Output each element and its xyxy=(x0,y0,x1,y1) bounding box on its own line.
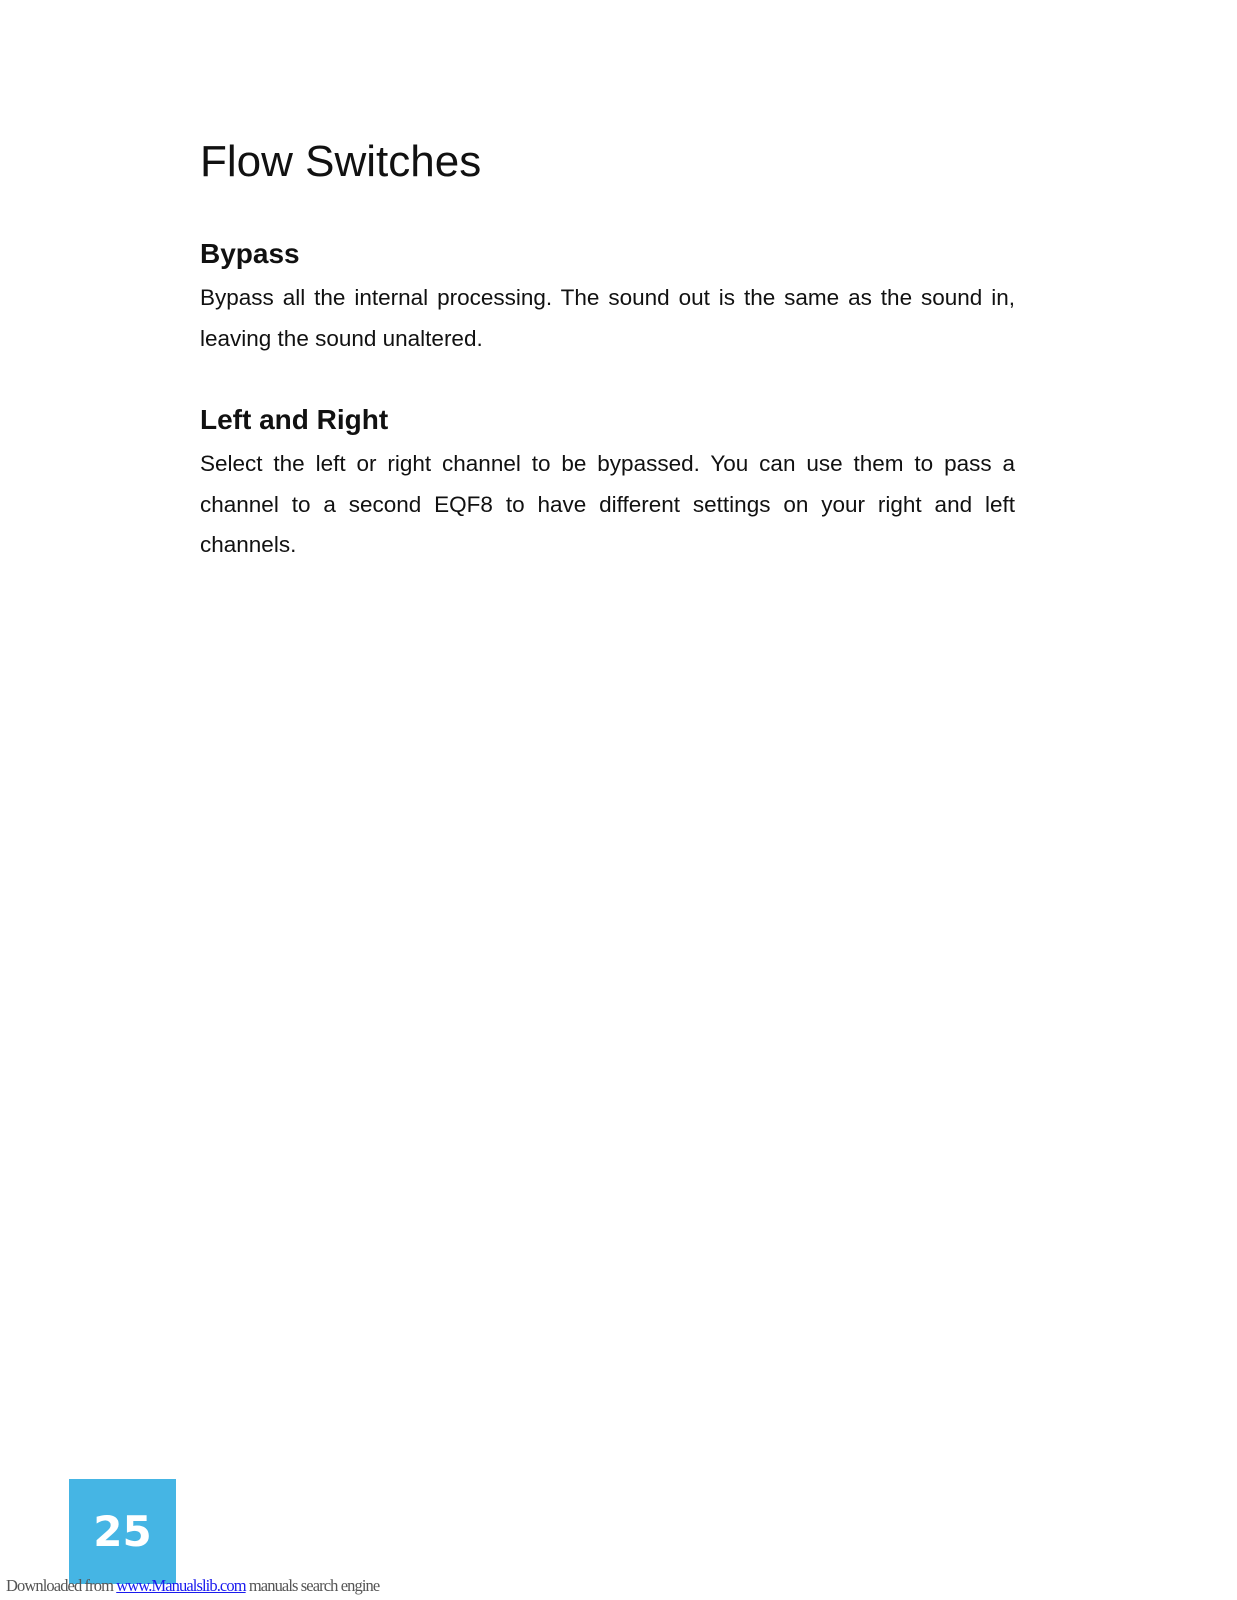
section-bypass xyxy=(200,236,1015,359)
section-heading-bypass: Bypass xyxy=(200,238,300,269)
footer-prefix: Downloaded from xyxy=(6,1576,117,1595)
section-body-bypass: Bypass all the internal processing. The sound out is the same as the sound in, leaving the sound unaltered. xyxy=(200,285,1015,351)
section-heading-left-and-right: Left and Right xyxy=(200,404,389,435)
footer-suffix: manuals search engine xyxy=(245,1576,380,1595)
download-footer xyxy=(6,1576,379,1596)
footer-link[interactable]: www.Manualslib.com xyxy=(116,1576,246,1595)
section-left-and-right xyxy=(200,402,1015,566)
page-number-badge xyxy=(69,1479,176,1584)
page-number: 25 xyxy=(93,1506,152,1556)
section-body-left-and-right: Select the left or right channel to be bypassed. You can use them to pass a channel to a second EQF8 to have different settings on your right and left channels. xyxy=(200,451,1015,557)
page-title: Flow Switches xyxy=(200,137,482,186)
